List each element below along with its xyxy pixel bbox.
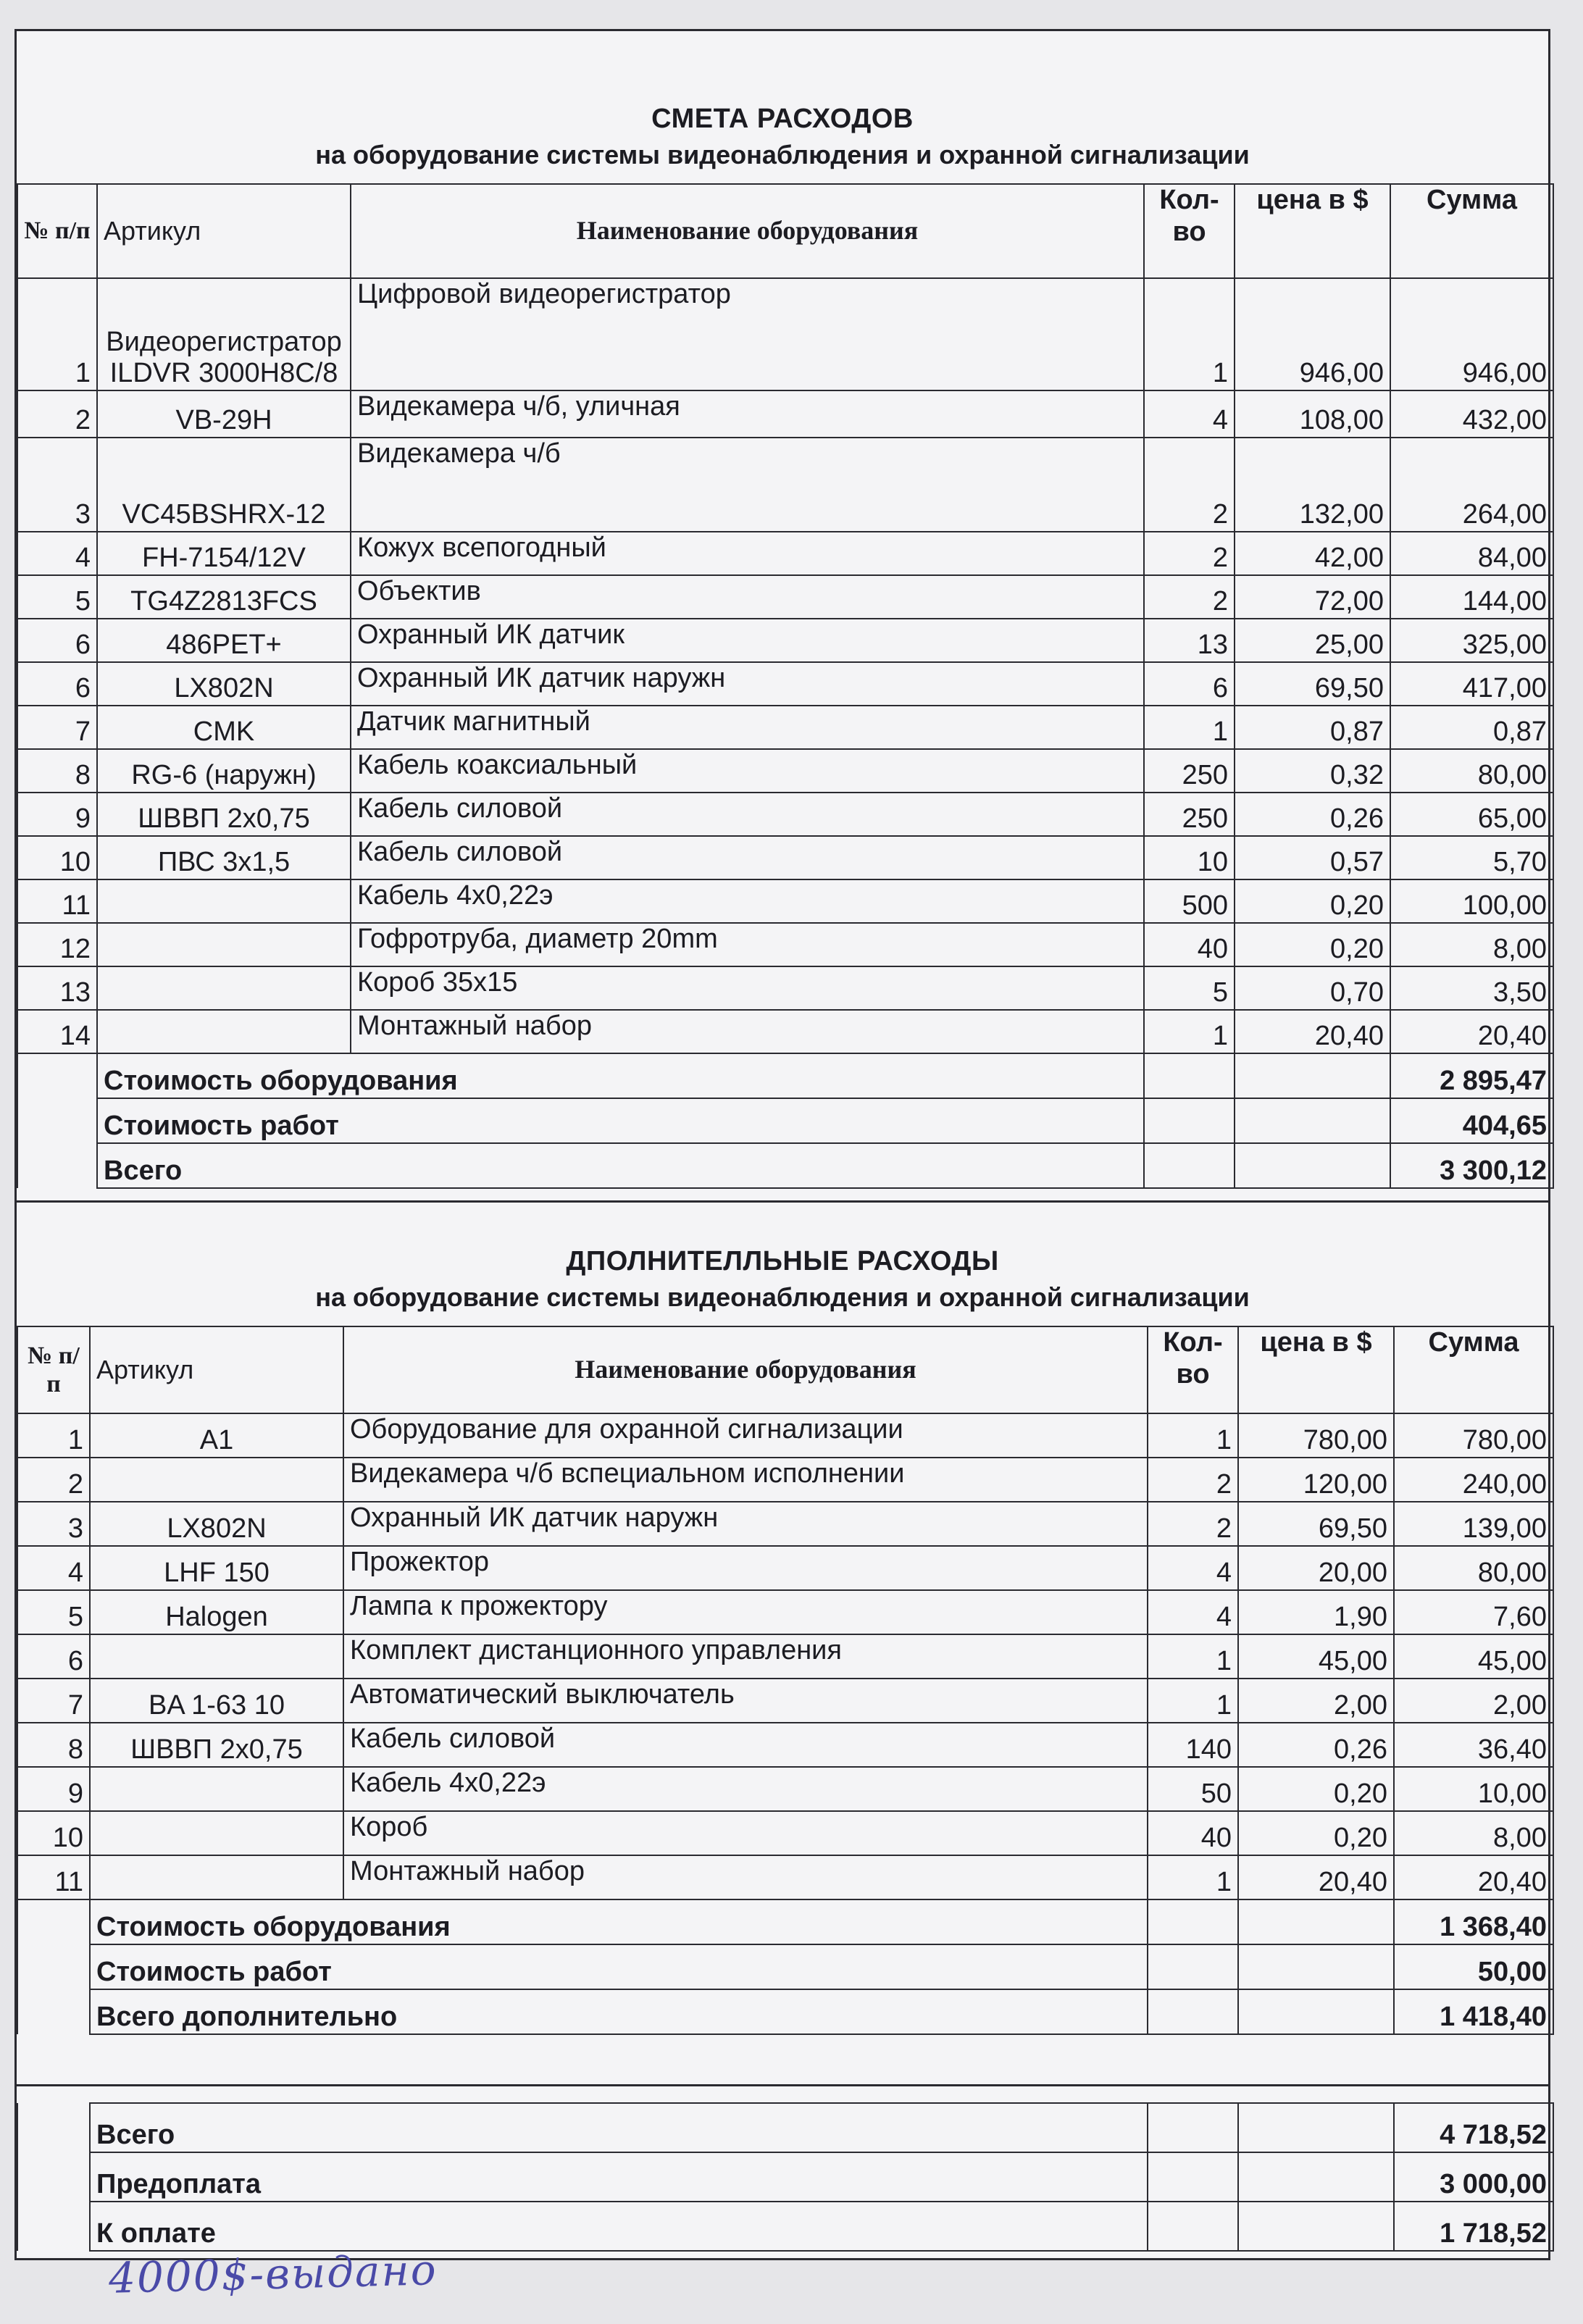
- row-sum: 264,00: [1390, 438, 1553, 532]
- row-name: Прожектор: [343, 1546, 1148, 1590]
- col-header-name: Наименование оборудования: [343, 1326, 1148, 1413]
- row-number: 4: [17, 1546, 90, 1590]
- row-number: 10: [17, 1811, 90, 1855]
- row-article: [90, 1767, 343, 1811]
- total-value: 1 418,40: [1394, 1989, 1553, 2034]
- row-number: 12: [17, 923, 97, 966]
- table-row: [17, 1855, 1553, 1899]
- row-price: 108,00: [1235, 390, 1390, 438]
- row-name: Кожух всепогодный: [351, 532, 1144, 575]
- total-label: Всего дополнительно: [90, 1989, 1148, 2034]
- row-sum: 100,00: [1390, 879, 1553, 923]
- row-price: 0,57: [1235, 836, 1390, 879]
- row-name: Монтажный набор: [351, 1010, 1144, 1053]
- blank-cell: [17, 2152, 90, 2202]
- blank-cell: [1148, 1989, 1238, 2034]
- table-row: [17, 966, 1553, 1010]
- row-price: 0,20: [1235, 923, 1390, 966]
- blank-cell: [1144, 1143, 1235, 1188]
- row-qty: 1: [1148, 1679, 1238, 1723]
- table-row: [17, 879, 1553, 923]
- table-row: [17, 532, 1553, 575]
- summary-value: 4 718,52: [1394, 2103, 1553, 2152]
- row-sum: 65,00: [1390, 793, 1553, 836]
- row-sum: 84,00: [1390, 532, 1553, 575]
- row-price: 20,00: [1238, 1546, 1394, 1590]
- row-qty: 1: [1148, 1413, 1238, 1458]
- row-number: 5: [17, 1590, 90, 1634]
- blank-cell: [1148, 2103, 1238, 2152]
- extra-title: ДПОЛНИТЕЛЛЬНЫЕ РАСХОДЫ: [566, 1246, 999, 1276]
- row-name: Кабель силовой: [343, 1723, 1148, 1767]
- row-number: 14: [17, 1010, 97, 1053]
- row-number: 3: [17, 1502, 90, 1546]
- extra-table: [17, 1326, 1554, 2035]
- row-number: 5: [17, 575, 97, 619]
- row-article: FH-7154/12V: [97, 532, 351, 575]
- blank-cell: [1238, 1989, 1394, 2034]
- row-name: Кабель 4х0,22э: [351, 879, 1144, 923]
- row-qty: 250: [1144, 749, 1235, 793]
- row-qty: 1: [1144, 706, 1235, 749]
- main-estimate-block: [14, 29, 1550, 1203]
- row-number: 8: [17, 749, 97, 793]
- row-name: Охранный ИК датчик наружн: [343, 1502, 1148, 1546]
- extra-subtitle: на оборудование системы видеонаблюдения и охранной сигнализации: [315, 1282, 1250, 1312]
- row-name: Лампа к прожектору: [343, 1590, 1148, 1634]
- row-name: Охранный ИК датчик: [351, 619, 1144, 662]
- row-article: ШВВП 2х0,75: [97, 793, 351, 836]
- col-header-article: Артикул: [90, 1326, 343, 1413]
- handwritten-note: 4000$-выдано: [108, 2245, 438, 2303]
- row-price: 0,26: [1238, 1723, 1394, 1767]
- row-qty: 1: [1144, 1010, 1235, 1053]
- row-number: 2: [17, 1458, 90, 1502]
- row-article: LX802N: [97, 662, 351, 706]
- col-header-price: цена в $: [1235, 184, 1390, 278]
- total-value: 2 895,47: [1390, 1053, 1553, 1098]
- table-row: [17, 619, 1553, 662]
- row-qty: 2: [1144, 532, 1235, 575]
- row-number: 9: [17, 1767, 90, 1811]
- row-sum: 946,00: [1390, 278, 1553, 390]
- table-row: [17, 923, 1553, 966]
- table-row: [17, 1458, 1553, 1502]
- blank-cell: [1144, 1098, 1235, 1143]
- table-row: [17, 1811, 1553, 1855]
- blank-cell: [17, 1944, 90, 1989]
- row-price: 0,20: [1238, 1811, 1394, 1855]
- row-article: [97, 966, 351, 1010]
- row-price: 72,00: [1235, 575, 1390, 619]
- row-sum: 80,00: [1394, 1546, 1553, 1590]
- blank-cell: [1238, 2103, 1394, 2152]
- row-article: LHF 150: [90, 1546, 343, 1590]
- blank-cell: [1238, 1899, 1394, 1944]
- row-number: 11: [17, 879, 97, 923]
- row-sum: 3,50: [1390, 966, 1553, 1010]
- row-qty: 2: [1148, 1458, 1238, 1502]
- row-number: 6: [17, 1634, 90, 1679]
- row-number: 6: [17, 619, 97, 662]
- main-table: [17, 183, 1554, 1189]
- row-article: LX802N: [90, 1502, 343, 1546]
- row-qty: 1: [1148, 1855, 1238, 1899]
- row-qty: 1: [1148, 1634, 1238, 1679]
- summary-table: [17, 2102, 1554, 2252]
- row-qty: 2: [1144, 438, 1235, 532]
- row-sum: 144,00: [1390, 575, 1553, 619]
- row-qty: 1: [1144, 278, 1235, 390]
- row-number: 2: [17, 390, 97, 438]
- total-label: Стоимость оборудования: [97, 1053, 1144, 1098]
- row-number: 1: [17, 278, 97, 390]
- row-price: 45,00: [1238, 1634, 1394, 1679]
- blank-cell: [1238, 2202, 1394, 2251]
- row-qty: 250: [1144, 793, 1235, 836]
- main-subtitle: на оборудование системы видеонаблюдения и охранной сигнализации: [315, 140, 1250, 170]
- row-article: [97, 1010, 351, 1053]
- row-article: VC45BSHRX-12: [97, 438, 351, 532]
- row-qty: 500: [1144, 879, 1235, 923]
- col-header-sum: Сумма: [1394, 1326, 1553, 1413]
- row-qty: 140: [1148, 1723, 1238, 1767]
- row-article: TG4Z2813FCS: [97, 575, 351, 619]
- row-price: 1,90: [1238, 1590, 1394, 1634]
- total-label: Стоимость оборудования: [90, 1899, 1148, 1944]
- row-sum: 2,00: [1394, 1679, 1553, 1723]
- row-article: [97, 923, 351, 966]
- row-article: A1: [90, 1413, 343, 1458]
- row-number: 13: [17, 966, 97, 1010]
- col-header-article: Артикул: [97, 184, 351, 278]
- row-price: 69,50: [1235, 662, 1390, 706]
- row-qty: 4: [1148, 1590, 1238, 1634]
- total-value: 50,00: [1394, 1944, 1553, 1989]
- row-price: 0,32: [1235, 749, 1390, 793]
- blank-cell: [1144, 1053, 1235, 1098]
- row-number: 11: [17, 1855, 90, 1899]
- total-value: 1 368,40: [1394, 1899, 1553, 1944]
- table-row: [17, 1413, 1553, 1458]
- row-price: 120,00: [1238, 1458, 1394, 1502]
- row-price: 132,00: [1235, 438, 1390, 532]
- row-qty: 40: [1148, 1811, 1238, 1855]
- row-article: [90, 1811, 343, 1855]
- row-name: Гофротруба, диаметр 20mm: [351, 923, 1144, 966]
- row-article: [90, 1458, 343, 1502]
- row-qty: 5: [1144, 966, 1235, 1010]
- row-sum: 5,70: [1390, 836, 1553, 879]
- row-number: 1: [17, 1413, 90, 1458]
- row-price: 69,50: [1238, 1502, 1394, 1546]
- row-qty: 6: [1144, 662, 1235, 706]
- row-article: ПВС 3х1,5: [97, 836, 351, 879]
- blank-cell: [17, 1098, 97, 1143]
- row-price: 42,00: [1235, 532, 1390, 575]
- table-row: [17, 836, 1553, 879]
- row-article: ШВВП 2х0,75: [90, 1723, 343, 1767]
- row-article: [90, 1634, 343, 1679]
- row-name: Датчик магнитный: [351, 706, 1144, 749]
- row-sum: 8,00: [1394, 1811, 1553, 1855]
- blank-cell: [1148, 1899, 1238, 1944]
- row-qty: 13: [1144, 619, 1235, 662]
- row-sum: 8,00: [1390, 923, 1553, 966]
- row-article: Видеорегистратор ILDVR 3000H8C/8: [97, 278, 351, 390]
- row-sum: 20,40: [1390, 1010, 1553, 1053]
- col-header-name: Наименование оборудования: [351, 184, 1144, 278]
- row-name: Видекамера ч/б вспециальном исполнении: [343, 1458, 1148, 1502]
- row-price: 0,70: [1235, 966, 1390, 1010]
- row-qty: 40: [1144, 923, 1235, 966]
- blank-cell: [17, 1989, 90, 2034]
- row-article: VB-29H: [97, 390, 351, 438]
- table-row: [17, 706, 1553, 749]
- row-price: 946,00: [1235, 278, 1390, 390]
- row-qty: 50: [1148, 1767, 1238, 1811]
- col-header-sum: Сумма: [1390, 184, 1553, 278]
- summary-label: Всего: [90, 2103, 1148, 2152]
- row-name: Объектив: [351, 575, 1144, 619]
- blank-cell: [1238, 1944, 1394, 1989]
- table-row: [17, 793, 1553, 836]
- row-sum: 0,87: [1390, 706, 1553, 749]
- blank-cell: [17, 2202, 90, 2251]
- table-row: [17, 1546, 1553, 1590]
- row-number: 10: [17, 836, 97, 879]
- blank-cell: [1148, 2152, 1238, 2202]
- total-row: [17, 1143, 1553, 1188]
- col-header-qty: Кол-во: [1144, 184, 1235, 278]
- row-name: Короб 35х15: [351, 966, 1144, 1010]
- row-article: [90, 1855, 343, 1899]
- row-name: Автоматический выключатель: [343, 1679, 1148, 1723]
- row-price: 20,40: [1238, 1855, 1394, 1899]
- blank-cell: [17, 2103, 90, 2152]
- document-sheet: [14, 29, 1550, 2260]
- row-article: BA 1-63 10: [90, 1679, 343, 1723]
- row-article: Halogen: [90, 1590, 343, 1634]
- row-price: 0,20: [1235, 879, 1390, 923]
- total-row: [17, 1098, 1553, 1143]
- row-sum: 432,00: [1390, 390, 1553, 438]
- row-name: Комплект дистанционного управления: [343, 1634, 1148, 1679]
- row-name: Кабель коаксиальный: [351, 749, 1144, 793]
- row-name: Монтажный набор: [343, 1855, 1148, 1899]
- table-row: [17, 1502, 1553, 1546]
- summary-value: 3 000,00: [1394, 2152, 1553, 2202]
- table-row: [17, 1723, 1553, 1767]
- total-value: 404,65: [1390, 1098, 1553, 1143]
- row-qty: 4: [1144, 390, 1235, 438]
- table-row: [17, 662, 1553, 706]
- row-qty: 2: [1148, 1502, 1238, 1546]
- row-sum: 10,00: [1394, 1767, 1553, 1811]
- total-label: Всего: [97, 1143, 1144, 1188]
- row-sum: 240,00: [1394, 1458, 1553, 1502]
- blank-cell: [17, 1143, 97, 1188]
- row-price: 20,40: [1235, 1010, 1390, 1053]
- row-name: Кабель 4х0,22э: [343, 1767, 1148, 1811]
- row-name: Короб: [343, 1811, 1148, 1855]
- summary-label: К оплате: [90, 2202, 1148, 2251]
- table-row: [17, 1590, 1553, 1634]
- row-price: 2,00: [1238, 1679, 1394, 1723]
- row-price: 0,26: [1235, 793, 1390, 836]
- total-row: [17, 1053, 1553, 1098]
- row-sum: 36,40: [1394, 1723, 1553, 1767]
- blank-cell: [1235, 1098, 1390, 1143]
- row-qty: 4: [1148, 1546, 1238, 1590]
- blank-cell: [1235, 1053, 1390, 1098]
- row-sum: 780,00: [1394, 1413, 1553, 1458]
- total-value: 3 300,12: [1390, 1143, 1553, 1188]
- table-row: [17, 1767, 1553, 1811]
- table-row: [17, 278, 1553, 390]
- row-number: 4: [17, 532, 97, 575]
- main-header-row: [17, 184, 1553, 278]
- total-row: [17, 1899, 1553, 1944]
- row-number: 8: [17, 1723, 90, 1767]
- table-row: [17, 575, 1553, 619]
- summary-block: [14, 2086, 1550, 2260]
- extra-estimate-block: [14, 1203, 1550, 2086]
- row-name: Видекамера ч/б: [351, 438, 1144, 532]
- row-qty: 2: [1144, 575, 1235, 619]
- row-number: 9: [17, 793, 97, 836]
- table-row: [17, 390, 1553, 438]
- extra-header-row: [17, 1326, 1553, 1413]
- col-header-no: № п/п: [17, 1326, 90, 1413]
- blank-cell: [1148, 2202, 1238, 2251]
- summary-row: [17, 2202, 1553, 2251]
- row-price: 25,00: [1235, 619, 1390, 662]
- row-name: Охранный ИК датчик наружн: [351, 662, 1144, 706]
- row-sum: 20,40: [1394, 1855, 1553, 1899]
- summary-row: [17, 2103, 1553, 2152]
- col-header-price: цена в $: [1238, 1326, 1394, 1413]
- total-row: [17, 1944, 1553, 1989]
- blank-cell: [1148, 1944, 1238, 1989]
- blank-cell: [17, 1053, 97, 1098]
- row-price: 0,87: [1235, 706, 1390, 749]
- row-sum: 417,00: [1390, 662, 1553, 706]
- row-sum: 80,00: [1390, 749, 1553, 793]
- row-name: Оборудование для охранной сигнализации: [343, 1413, 1148, 1458]
- row-sum: 45,00: [1394, 1634, 1553, 1679]
- table-row: [17, 1010, 1553, 1053]
- blank-cell: [1238, 2152, 1394, 2202]
- table-row: [17, 1634, 1553, 1679]
- row-number: 7: [17, 706, 97, 749]
- row-article: RG-6 (наружн): [97, 749, 351, 793]
- blank-cell: [1235, 1143, 1390, 1188]
- summary-value: 1 718,52: [1394, 2202, 1553, 2251]
- summary-label: Предоплата: [90, 2152, 1148, 2202]
- row-price: 0,20: [1238, 1767, 1394, 1811]
- row-name: Видекамера ч/б, уличная: [351, 390, 1144, 438]
- row-number: 3: [17, 438, 97, 532]
- row-number: 7: [17, 1679, 90, 1723]
- col-header-qty: Кол-во: [1148, 1326, 1238, 1413]
- table-row: [17, 1679, 1553, 1723]
- row-name: Цифровой видеорегистратор: [351, 278, 1144, 390]
- row-price: 780,00: [1238, 1413, 1394, 1458]
- total-label: Стоимость работ: [90, 1944, 1148, 1989]
- row-article: [97, 879, 351, 923]
- row-name: Кабель силовой: [351, 836, 1144, 879]
- row-sum: 7,60: [1394, 1590, 1553, 1634]
- row-name: Кабель силовой: [351, 793, 1144, 836]
- total-label: Стоимость работ: [97, 1098, 1144, 1143]
- blank-cell: [17, 1899, 90, 1944]
- row-article: CMK: [97, 706, 351, 749]
- main-title: СМЕТА РАСХОДОВ: [651, 104, 914, 134]
- row-qty: 10: [1144, 836, 1235, 879]
- row-sum: 139,00: [1394, 1502, 1553, 1546]
- col-header-no: № п/п: [17, 184, 97, 278]
- total-row: [17, 1989, 1553, 2034]
- row-number: 6: [17, 662, 97, 706]
- table-row: [17, 438, 1553, 532]
- table-row: [17, 749, 1553, 793]
- row-sum: 325,00: [1390, 619, 1553, 662]
- row-article: 486PET+: [97, 619, 351, 662]
- summary-row: [17, 2152, 1553, 2202]
